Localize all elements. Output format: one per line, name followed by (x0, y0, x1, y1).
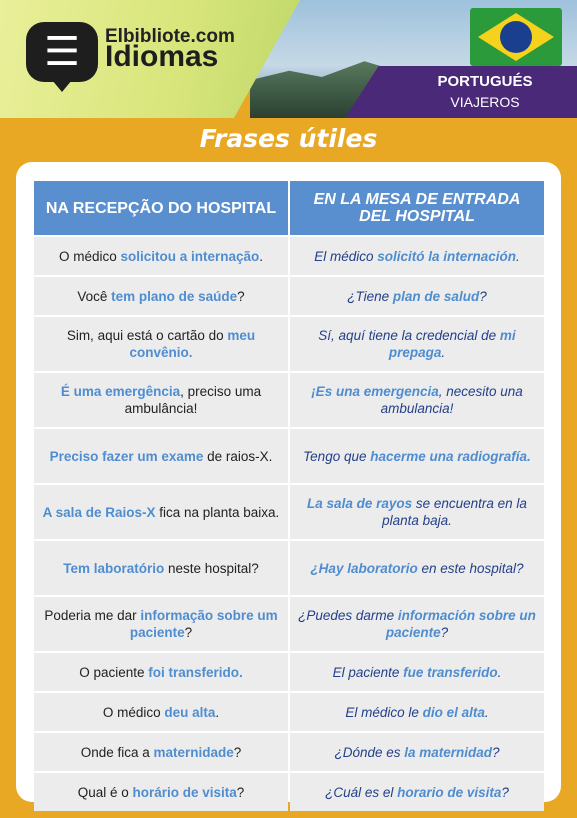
phrase-text: ? (501, 784, 509, 800)
phrase-text: Tengo que (303, 448, 371, 464)
phrase-text: El médico (314, 248, 378, 264)
phrase-text: ? (233, 744, 242, 760)
phrase-spanish (290, 429, 544, 483)
phrase-text: El médico le (345, 704, 423, 720)
phrase-spanish (290, 277, 544, 315)
phrase-spanish (290, 773, 544, 811)
phrase-spanish (290, 485, 544, 539)
phrase-portuguese (34, 733, 288, 771)
phrase-row (34, 317, 544, 371)
key-phrase: A sala de Raios-X (42, 504, 156, 520)
logo-glyph: ☰ (44, 29, 80, 75)
phrase-text: Sí, aquí tiene la credencial de (318, 328, 500, 343)
phrase-portuguese (34, 653, 288, 691)
phrase-spanish (290, 693, 544, 731)
phrase-row (34, 277, 544, 315)
phrase-text: neste hospital? (164, 560, 259, 576)
key-phrase: maternidade (153, 744, 234, 760)
brand-name: Idiomas (105, 40, 219, 73)
phrase-text: . (516, 248, 520, 264)
phrase-portuguese (34, 237, 288, 275)
phrase-text: ? (184, 625, 193, 640)
phrase-portuguese (34, 317, 288, 371)
phrase-text: ? (237, 288, 245, 304)
phrase-spanish (290, 541, 544, 595)
phrase-text: O paciente (79, 664, 149, 680)
phrase-row (34, 237, 544, 275)
brazil-flag-icon (470, 8, 562, 66)
phrase-text: ? (440, 625, 449, 640)
language-label (412, 72, 558, 118)
key-phrase: mi prepaga (388, 328, 516, 360)
key-phrase: plan de salud (392, 288, 480, 304)
phrase-text: Poderia me dar (44, 608, 141, 623)
key-phrase: hacerme una radiografía. (370, 448, 531, 464)
phrase-text: de raios-X. (203, 448, 273, 464)
phrase-spanish (290, 733, 544, 771)
key-phrase: É uma emergência (60, 384, 181, 399)
phrase-portuguese (34, 429, 288, 483)
page-title: Frases útiles (199, 124, 378, 153)
phrase-row (34, 541, 544, 595)
phrase-text: O médico (102, 704, 165, 720)
key-phrase: horario de visita (397, 784, 502, 800)
phrase-text: O médico (58, 248, 121, 264)
phrase-text: Sim, aqui está o cartão do (66, 328, 228, 343)
key-phrase: Preciso fazer um exame (49, 448, 204, 464)
phrase-row (34, 429, 544, 483)
phrase-portuguese (34, 773, 288, 811)
phrase-row (34, 373, 544, 427)
phrase-row (34, 597, 544, 651)
key-phrase: tem plano de saúde (111, 288, 238, 304)
brand-logo-icon (26, 22, 98, 82)
key-phrase: horário de visita (132, 784, 237, 800)
phrase-portuguese (34, 277, 288, 315)
phrases-table (32, 179, 546, 813)
key-phrase: fue transferido (403, 664, 498, 680)
header-banner (0, 0, 577, 118)
phrase-text: ? (479, 288, 487, 304)
phrase-text: se encuentra en la planta baja. (382, 496, 527, 528)
phrase-text: ¿Tiene (347, 288, 393, 304)
key-phrase: información sobre un paciente (385, 608, 536, 640)
key-phrase: meu convênio. (129, 328, 256, 360)
phrase-text: . (215, 704, 220, 720)
phrase-text: . (441, 345, 446, 360)
phrase-text: . (259, 248, 264, 264)
phrase-text: ¿Dónde es (334, 744, 405, 760)
key-phrase: dio el alta (422, 704, 485, 720)
column-header-portuguese: NA RECEPÇÃO DO HOSPITAL (34, 181, 288, 235)
phrase-text: fica na planta baixa. (155, 504, 280, 520)
key-phrase: solicitou a internação (120, 248, 260, 264)
language-sublabel: VIAJEROS (450, 94, 520, 110)
key-phrase: solicitó la internación (377, 248, 517, 264)
table-header-row (34, 181, 544, 235)
phrase-text: , necesito una ambulancia! (380, 384, 523, 416)
key-phrase: ¡Es una emergencia (311, 384, 439, 399)
phrase-portuguese (34, 373, 288, 427)
key-phrase: informação sobre um paciente (129, 608, 278, 640)
phrase-text: ? (236, 784, 245, 800)
phrase-text: Onde fica a (80, 744, 154, 760)
phrase-text: ¿Puedes darme (298, 608, 398, 623)
phrase-portuguese (34, 693, 288, 731)
phrase-portuguese (34, 597, 288, 651)
column-header-spanish: EN LA MESA DE ENTRADA DEL HOSPITAL (290, 181, 544, 235)
phrase-row (34, 653, 544, 691)
key-phrase: ¿Hay laboratorio (310, 560, 418, 576)
phrase-spanish (290, 373, 544, 427)
phrase-row (34, 485, 544, 539)
phrase-portuguese (34, 485, 288, 539)
phrase-text: , preciso uma ambulância! (124, 384, 262, 416)
phrase-row (34, 693, 544, 731)
phrase-spanish (290, 597, 544, 651)
phrase-text: en este hospital? (417, 560, 524, 576)
phrase-text: . (484, 704, 489, 720)
phrase-spanish (290, 317, 544, 371)
language-name: PORTUGUÉS (437, 73, 533, 90)
phrase-row (34, 773, 544, 811)
phrase-spanish (290, 237, 544, 275)
phrase-portuguese (34, 541, 288, 595)
phrase-row (34, 733, 544, 771)
phrase-text: ? (492, 744, 500, 760)
phrase-text: Qual é o (77, 784, 133, 800)
key-phrase: Tem laboratório (63, 560, 165, 576)
key-phrase: foi transferido. (148, 664, 243, 680)
phrase-spanish (290, 653, 544, 691)
phrase-text: . (497, 664, 502, 680)
key-phrase: La sala de rayos (307, 496, 413, 511)
key-phrase: la maternidad (404, 744, 493, 760)
phrase-text: Você (77, 288, 112, 304)
phrase-text: ¿Cuál es el (325, 784, 398, 800)
phrase-text: El paciente (332, 664, 404, 680)
key-phrase: deu alta (164, 704, 216, 720)
brand-site: Elbibliote.com (105, 26, 235, 47)
